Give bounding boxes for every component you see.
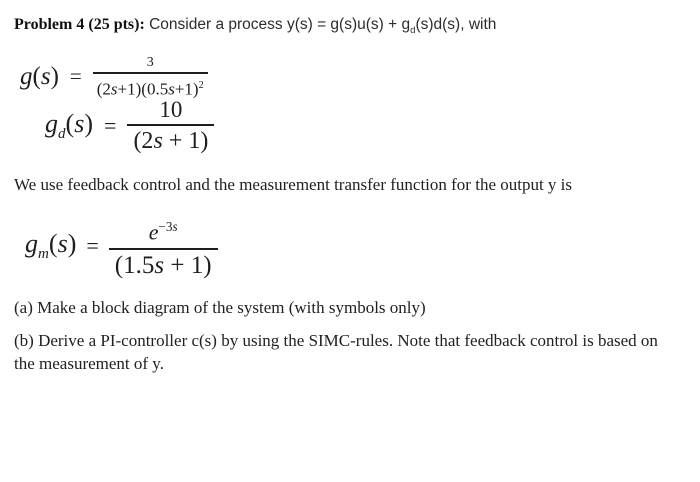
intro-paragraph: We use feedback control and the measurement transfer function for the output y is — [14, 175, 573, 194]
equation-gd-fraction — [127, 97, 214, 155]
equation-gd-lhs: $g_d(s)$ — [45, 108, 94, 143]
equals-sign: = — [86, 233, 99, 259]
fraction-numerator: $e^{-3s}$ — [148, 219, 178, 245]
equation-g-fraction — [93, 54, 208, 100]
equation-g-lhs: g(s) — [20, 62, 59, 90]
equals-sign: = — [69, 64, 82, 89]
problem-title-bold: Problem 4 (25 pts): — [14, 16, 145, 33]
fraction-numerator: 3 — [146, 55, 154, 70]
problem-title — [14, 14, 496, 41]
problem-title-text: Consider a process y(s) = g(s)u(s) + g — [144, 16, 411, 33]
equation-gd — [45, 97, 214, 155]
fraction-denominator: $(2s+1)(0.5s+1)^2$ — [93, 72, 208, 100]
equation-gm-fraction — [109, 212, 218, 280]
question-item-b — [14, 330, 700, 375]
question-item-b-line1: (b) Derive a PI-controller c(s) by using the SIMC-rules. Note that feedback control is based on — [14, 331, 658, 350]
fraction-numerator: 10 — [159, 97, 183, 122]
equation-gm-lhs: $g_m(s)$ — [25, 229, 77, 263]
equation-g — [20, 54, 208, 100]
equation-gm — [25, 212, 218, 280]
equals-sign: = — [104, 113, 117, 138]
fraction-denominator: (1.5s + 1) — [109, 248, 218, 280]
problem-title-rest — [144, 16, 497, 37]
fraction-denominator: (2s + 1) — [127, 124, 214, 155]
question-item-a: (a) Make a block diagram of the system (with symbols only) — [14, 298, 426, 317]
problem-title-subscript: d — [410, 25, 416, 37]
question-item-b-line2: the measurement of y. — [14, 353, 164, 373]
problem-title-text-end: (s)d(s), with — [415, 16, 497, 33]
